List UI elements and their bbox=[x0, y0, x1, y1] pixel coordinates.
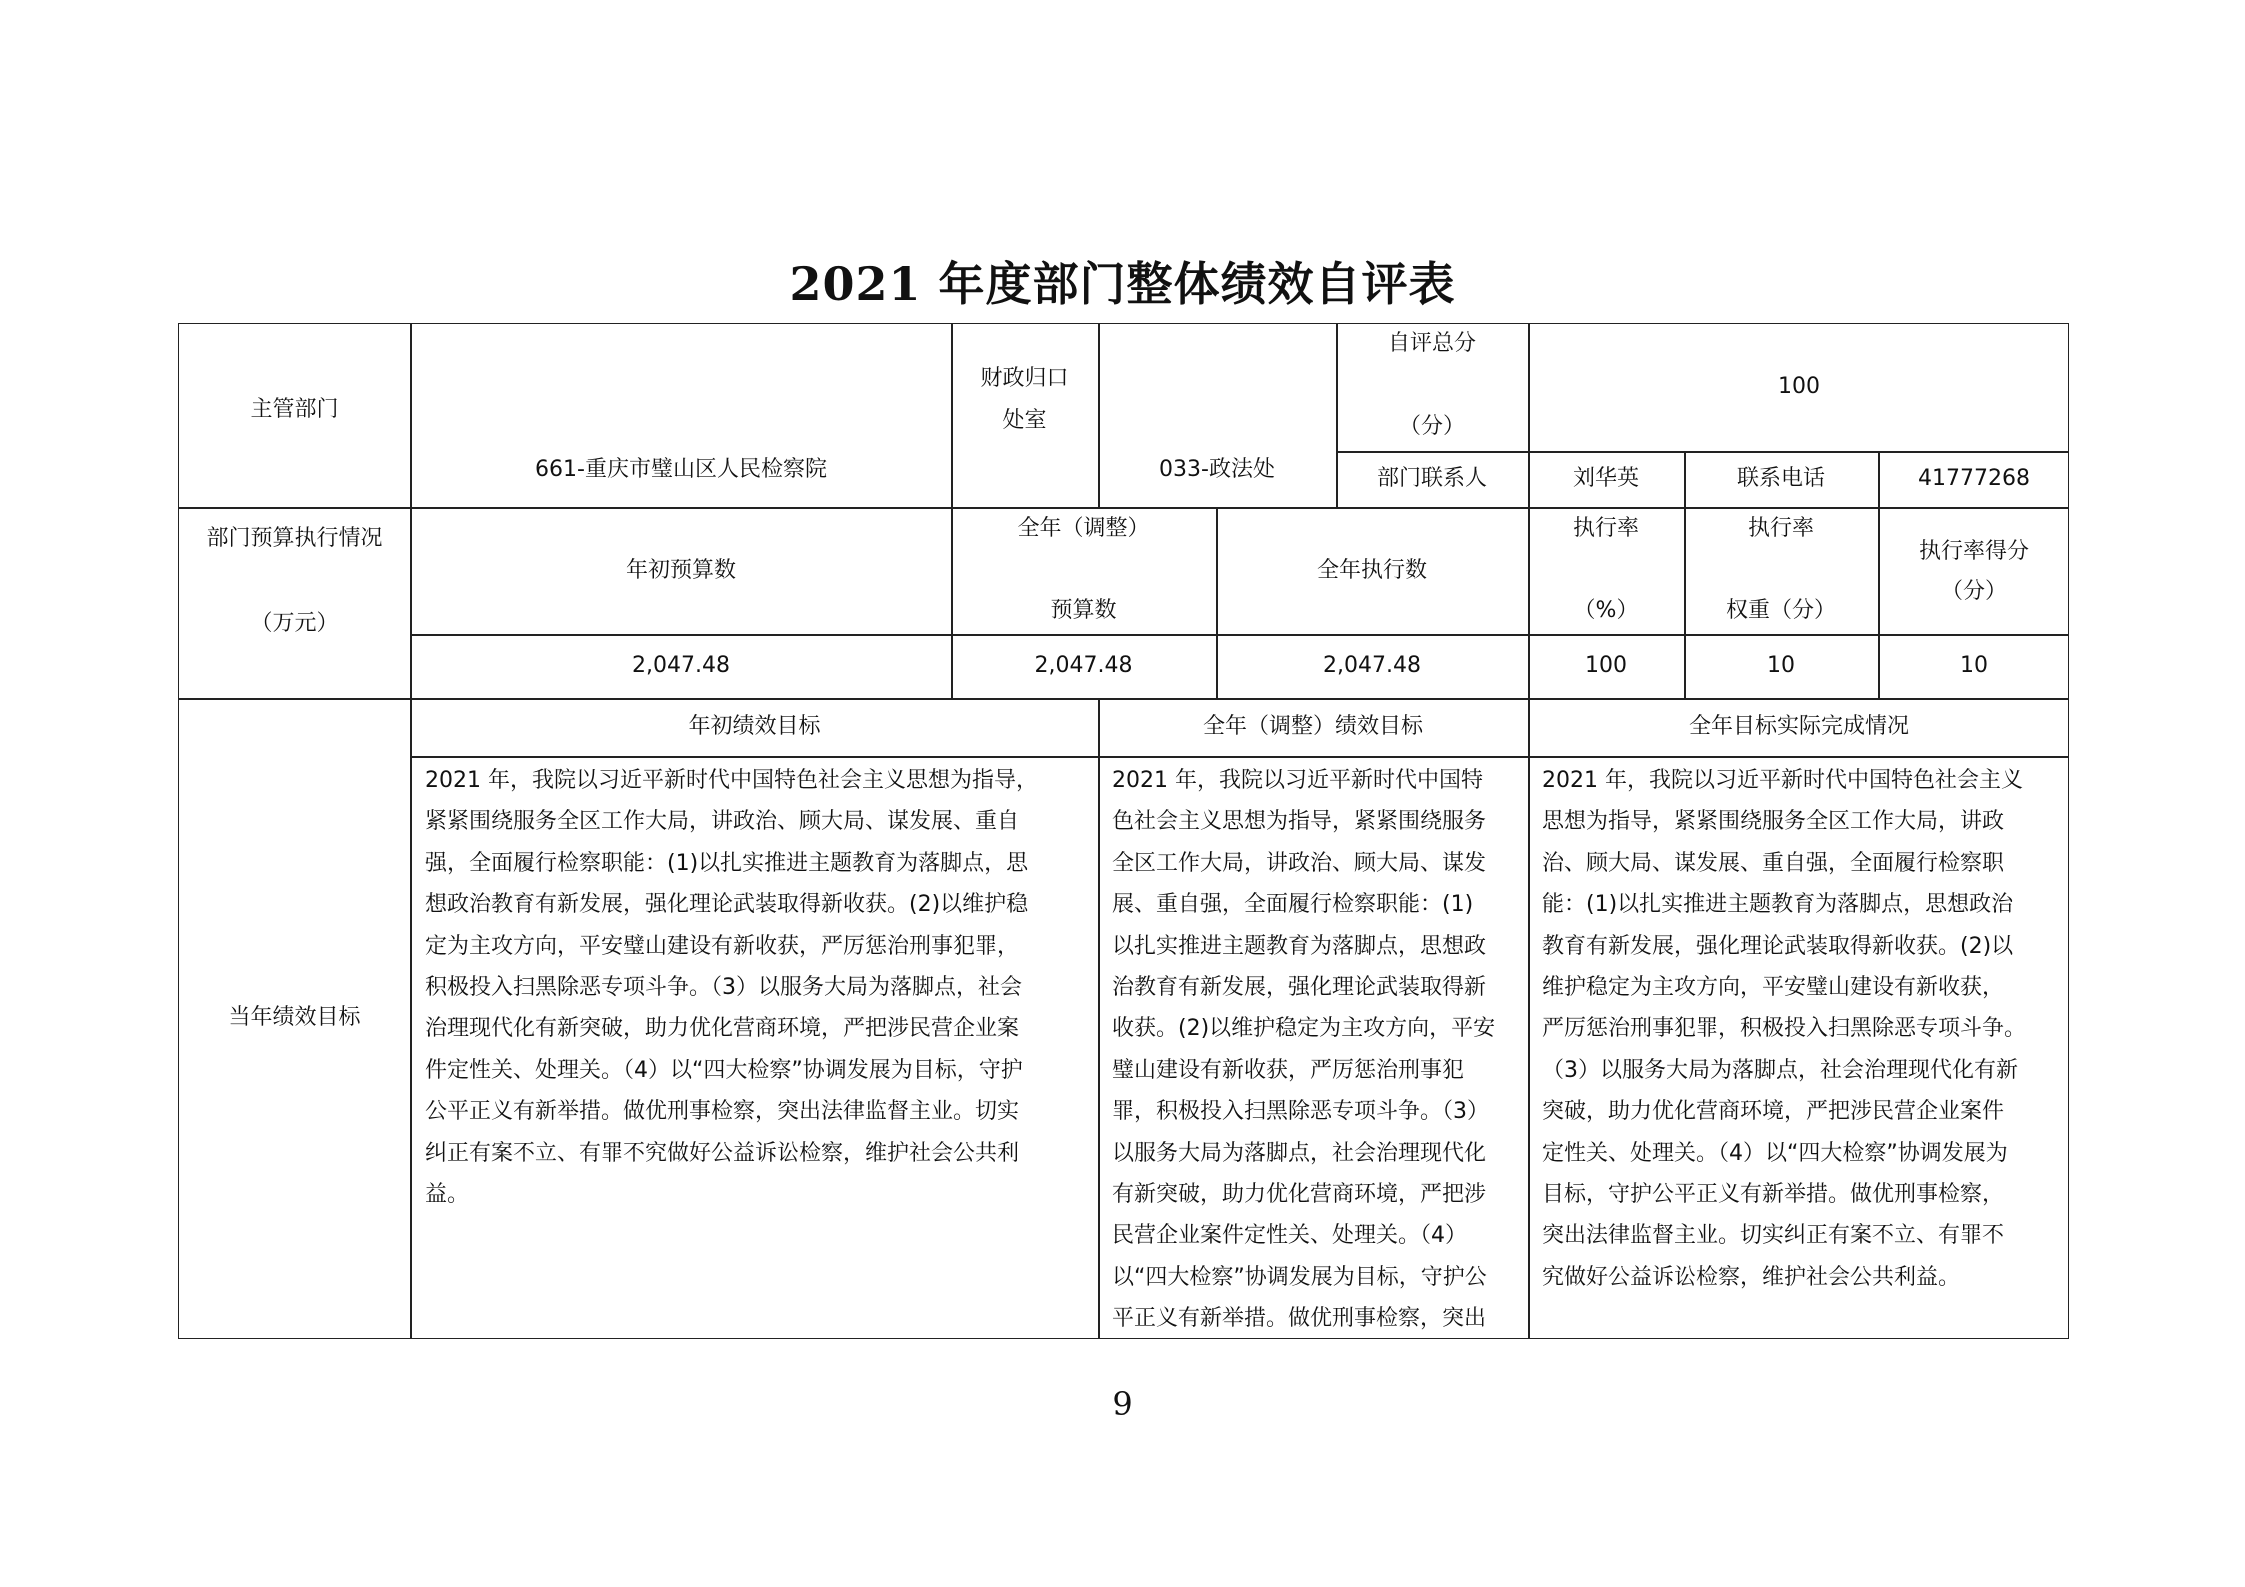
text-line: 色社会主义思想为指导，紧紧围绕服务 bbox=[1112, 809, 1487, 835]
col-executed: 全年执行数 bbox=[1316, 557, 1427, 583]
executed-value: 2,047.48 bbox=[1323, 653, 1421, 679]
page-number: 9 bbox=[1112, 1385, 1133, 1423]
dept-label: 主管部门 bbox=[250, 396, 339, 422]
text-line: 定性关、处理关。（4）以“四大检察”协调发展为 bbox=[1542, 1140, 2008, 1166]
text-line: 以扎实推进主题教育为落脚点，思想政 bbox=[1112, 933, 1487, 959]
col-actual-completion: 全年目标实际完成情况 bbox=[1688, 713, 1909, 739]
contact-name: 刘华英 bbox=[1572, 466, 1639, 492]
text-line: 紧紧围绕服务全区工作大局，讲政治、顾大局、谋发展、重自 bbox=[425, 809, 1020, 835]
text-line: 璧山建设有新收获，严厉惩治刑事犯 bbox=[1112, 1057, 1465, 1083]
adjusted-goals-text bbox=[1098, 758, 1528, 1338]
contact-label: 部门联系人 bbox=[1376, 466, 1487, 492]
page-title: 2021 年度部门整体绩效自评表 bbox=[789, 257, 1456, 311]
text-line: 究做好公益诉讼检察，维护社会公共利益。 bbox=[1542, 1264, 1961, 1290]
col-adjusted-goals: 全年（调整）绩效目标 bbox=[1202, 713, 1423, 739]
text-line: 想政治教育有新发展，强化理论武装取得新收获。(2)以维护稳 bbox=[425, 892, 1029, 918]
col-initial-goals: 年初绩效目标 bbox=[688, 713, 821, 739]
col-adjusted-line1: 全年（调整） bbox=[1017, 515, 1150, 541]
col-initial-budget: 年初预算数 bbox=[625, 557, 736, 583]
text-line: 件定性关、处理关。（4）以“四大检察”协调发展为目标，守护 bbox=[425, 1057, 1023, 1083]
text-line: 平正义有新举措。做优刑事检察，突出 bbox=[1112, 1306, 1487, 1332]
text-line: 以服务大局为落脚点，社会治理现代化 bbox=[1112, 1140, 1487, 1166]
text-line: 教育有新发展，强化理论武装取得新收获。(2)以 bbox=[1542, 933, 2014, 959]
text-line: 治教育有新发展，强化理论武装取得新 bbox=[1112, 975, 1487, 1001]
text-line: 益。 bbox=[425, 1182, 470, 1208]
text-line: 纠正有案不立、有罪不究做好公益诉讼检察，维护社会公共利 bbox=[425, 1140, 1020, 1166]
col-weight-line1: 执行率 bbox=[1747, 515, 1814, 541]
finance-label-line1: 财政归口 bbox=[980, 365, 1069, 391]
total-score: 100 bbox=[1778, 374, 1820, 400]
text-line: 突破，助力优化营商环境，严把涉民营企业案件 bbox=[1542, 1099, 2005, 1125]
score-value: 10 bbox=[1960, 653, 1988, 679]
text-line: 全区工作大局，讲政治、顾大局、谋发 bbox=[1112, 850, 1487, 876]
finance-label-line2: 处室 bbox=[1002, 407, 1047, 433]
budget-label-line1: 部门预算执行情况 bbox=[206, 525, 383, 551]
text-line: 严厉惩治刑事犯罪，积极投入扫黑除恶专项斗争。 bbox=[1542, 1016, 2027, 1042]
col-rate-line1: 执行率 bbox=[1572, 515, 1639, 541]
col-weight-line2: 权重（分） bbox=[1725, 597, 1836, 623]
text-line: 2021 年，我院以习近平新时代中国特色社会主义思想为指导， bbox=[425, 768, 1038, 793]
col-rate-line2: （%） bbox=[1573, 597, 1639, 623]
text-line: 强，全面履行检察职能：(1)以扎实推进主题教育为落脚点，思 bbox=[425, 850, 1029, 876]
text-line: 治、顾大局、谋发展、重自强，全面履行检察职 bbox=[1542, 850, 2005, 876]
text-line: 2021 年，我院以习近平新时代中国特 bbox=[1112, 768, 1483, 793]
text-line: 2021 年，我院以习近平新时代中国特色社会主义 bbox=[1542, 768, 2023, 793]
text-line: 思想为指导，紧紧围绕服务全区工作大局，讲政 bbox=[1542, 809, 2005, 835]
adjusted-budget-value: 2,047.48 bbox=[1034, 653, 1133, 679]
text-line: 治理现代化有新突破，助力优化营商环境，严把涉民营企业案 bbox=[425, 1016, 1020, 1042]
col-score-line2: （分） bbox=[1940, 578, 2007, 604]
score-label-line1: 自评总分 bbox=[1387, 330, 1476, 356]
phone-label: 联系电话 bbox=[1736, 466, 1825, 492]
col-adjusted-line2: 预算数 bbox=[1050, 597, 1117, 623]
budget-label-line2: （万元） bbox=[250, 610, 339, 636]
text-line: 公平正义有新举措。做优刑事检察，突出法律监督主业。切实 bbox=[425, 1099, 1020, 1125]
initial-budget-value: 2,047.48 bbox=[632, 653, 730, 679]
rate-value: 100 bbox=[1585, 653, 1627, 679]
text-line: 突出法律监督主业。切实纠正有案不立、有罪不 bbox=[1542, 1223, 2005, 1249]
text-line: 展、重自强，全面履行检察职能：(1) bbox=[1112, 892, 1474, 918]
text-line: 罪，积极投入扫黑除恶专项斗争。（3） bbox=[1112, 1099, 1489, 1125]
text-line: 以“四大检察”协调发展为目标，守护公 bbox=[1112, 1264, 1487, 1290]
text-line: 定为主攻方向，平安璧山建设有新收获，严厉惩治刑事犯罪， bbox=[425, 933, 1020, 959]
text-line: 目标，守护公平正义有新举措。做优刑事检察， bbox=[1542, 1182, 2005, 1208]
text-line: 积极投入扫黑除恶专项斗争。（3）以服务大局为落脚点，社会 bbox=[425, 975, 1022, 1001]
col-score-line1: 执行率得分 bbox=[1918, 538, 2029, 564]
score-label-line2: （分） bbox=[1398, 413, 1465, 439]
performance-table bbox=[178, 323, 2069, 1339]
text-line: 民营企业案件定性关、处理关。（4） bbox=[1112, 1223, 1467, 1249]
text-line: （3）以服务大局为落脚点，社会治理现代化有新 bbox=[1542, 1057, 2018, 1083]
weight-value: 10 bbox=[1767, 653, 1795, 679]
dept-value: 661-重庆市璧山区人民检察院 bbox=[535, 456, 827, 482]
finance-value: 033-政法处 bbox=[1159, 456, 1275, 482]
goals-label: 当年绩效目标 bbox=[228, 1004, 361, 1030]
text-line: 维护稳定为主攻方向，平安璧山建设有新收获， bbox=[1542, 975, 2005, 1001]
text-line: 能：(1)以扎实推进主题教育为落脚点，思想政治 bbox=[1542, 892, 2014, 918]
text-line: 有新突破，助力优化营商环境，严把涉 bbox=[1112, 1182, 1487, 1208]
phone-number: 41777268 bbox=[1918, 466, 2030, 492]
actual-completion-text bbox=[1528, 758, 2070, 1338]
initial-goals-text bbox=[411, 758, 1098, 1338]
text-line: 收获。(2)以维护稳定为主攻方向，平安 bbox=[1112, 1016, 1496, 1042]
